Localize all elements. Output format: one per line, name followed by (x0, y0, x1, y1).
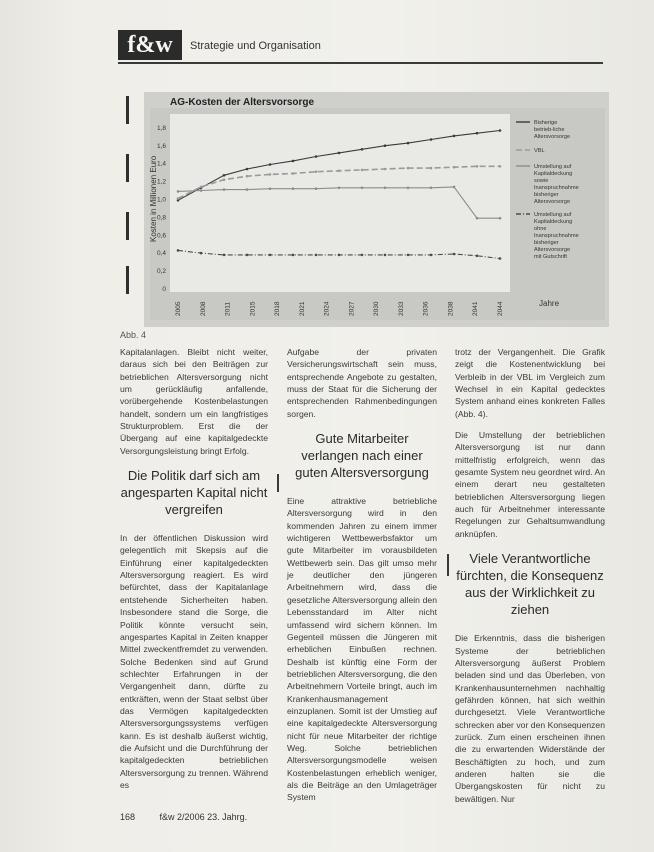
data-point (453, 135, 456, 138)
data-point (430, 167, 433, 170)
header-rule (118, 62, 603, 64)
x-tick-label: 2024 (323, 301, 331, 316)
y-tick-label: 0,6 (156, 232, 166, 240)
data-point (223, 174, 226, 177)
x-axis-label: Jahre (539, 299, 560, 308)
x-tick-label: 2038 (447, 301, 455, 316)
data-point (338, 170, 341, 173)
paragraph: Die Erkenntnis, dass die bisherigen Systeme der betrieblichen Altersversorgung äußerst Problem beladen sind und das Überleben, von Krankenhausunternehmen nachhaltig gefährden können, hat sich weithin durchgesetzt. Viele Verantwortliche schrecken aber vor den Konsequenzen zurück. Zum einen erscheinen ihnen die zu erwartenden Widerstände der Beschäftigten zu hoch, und zum anderen halten sie die Übergangskosten für nicht zu bewältigen. Nur (455, 633, 605, 804)
paragraph: Kapitalanlagen. Bleibt nicht weiter, daraus sich bei den Beiträgen zur betrieblichen Altersversorgung nicht um gerückläufig anfallende, vorübergehende Kostenbelastungen handelt, sondern um ein langfristiges Strukturproblem. Erst die der Übergang auf eine kapitalgedeckte Versorgungsleistung bringt Erfolg. (120, 347, 268, 456)
x-tick-label: 2015 (249, 301, 257, 316)
data-point (361, 148, 364, 151)
data-point (453, 166, 456, 169)
column-bar (447, 554, 449, 576)
data-point (407, 254, 410, 257)
data-point (246, 168, 249, 171)
x-tick-label: 2005 (175, 301, 182, 316)
legend-label: Bisherige betrieb-liche Altersvorsorge (534, 120, 571, 140)
data-point (476, 165, 479, 168)
text-column-1 (120, 346, 268, 800)
text-column-2 (287, 346, 437, 813)
data-point (384, 187, 387, 190)
paragraph: In der öffentlichen Diskussion wird gelegentlich mit Skepsis auf die Einführung einer kapitalgedeckten Altersversorgung reagiert. Es wird befürchtet, dass der Kapitalanlage entstehende Sicherheiten haben. Insbesondere stand die Sorge, die Politik könnte versucht sein, angespartes Kapital in Zeiten knapper Mittel zweckentfremdet zu verwenden. Solche Bedenken sind auf Grund schlechter Erfahrungen in der Vergangenheit dann, dürfte zu entkräften, wenn der Staat selbst über das Vermögen kapitalgedeckten Altersversorgungssystems verfügen kann. Es ist deshalb äußerst wichtig, die Aufsicht und die Durchführung der kapitalgedeckten betrieblichen Altersversorgung zu trennen. Während es (120, 533, 268, 790)
data-point (430, 254, 433, 257)
data-point (315, 155, 318, 158)
paragraph: Eine attraktive betriebliche Altersversorgung wird in den kommenden Jahren zu einem immer wichtigeren Wettbewerbsfaktor um gute Mitarbeiter im vorausbildeten Wettbewerb sein. Das gilt umso mehr je deutlicher den jüngeren Arbeitnehmern wird, dass die gesetzliche Altersversorgung allein den Lebensstandard im Alter nicht umfassend wird sichern können. Im Gegenteil müssen die Jüngeren mit erheblichen Einbußen rechnen. Deshalb ist künftig eine Form der betrieblichen Altersversorgung, die den Arbeitnehmern Vorteile bringt, auch im Krankenhausmanagement einzuplanen. Somit ist der Umstieg auf eine kapitalgedeckte Altersversorgung nicht für neue Mitarbeiter der richtige Weg. Solche betrieblichen Altersversorgungsmodelle weisen Kostenbelastungen erheblich weniger, als die Beiträge an den Umlageträger System (287, 496, 437, 803)
subheading: Viele Verantwortliche fürchten, die Konsequenz aus der Wirklichkeit zu ziehen (456, 551, 604, 618)
subheading: Gute Mitarbeiter verlangen nach einer guten Altersversorgung (295, 431, 429, 481)
x-tick-label: 2036 (422, 301, 430, 316)
data-point (315, 170, 318, 173)
data-point (338, 152, 341, 155)
paragraph: Die Umstellung der betrieblichen Altersversorgung ist nur dann mittelfristig erfolgreich, wenn das gesamte System neu geordnet wird. An einem derart neu gestalteten betrieblichen Altersversorgung liegen auch für Arbeitnehmer interessante Regelungen zur Gehaltsumwandlung anknüpfen. (455, 430, 605, 539)
data-point (315, 187, 318, 190)
data-point (269, 163, 272, 166)
data-point (315, 254, 318, 257)
data-point (200, 189, 203, 192)
text-column-3 (455, 346, 605, 814)
margin-mark (126, 212, 129, 240)
data-point (200, 252, 203, 255)
column-bar (277, 474, 279, 492)
data-point (338, 254, 341, 257)
data-point (384, 168, 387, 171)
data-point (292, 187, 295, 190)
cost-chart (144, 92, 609, 327)
data-point (361, 169, 364, 172)
data-point (177, 197, 180, 200)
x-tick-label: 2044 (497, 301, 504, 316)
margin-mark (126, 266, 129, 294)
y-tick-label: 0,8 (156, 214, 166, 222)
data-point (499, 165, 502, 168)
margin-mark (126, 96, 129, 124)
x-tick-label: 2011 (224, 302, 232, 316)
data-point (246, 254, 249, 257)
plot-area (170, 114, 510, 292)
data-point (269, 173, 272, 176)
x-tick-label: 2030 (373, 301, 381, 316)
data-point (246, 188, 249, 191)
issue-info: f&w 2/2006 23. Jahrg. (159, 812, 248, 822)
y-tick-label: 1,0 (156, 196, 166, 204)
data-point (292, 254, 295, 257)
data-point (223, 254, 226, 257)
x-tick-label: 2018 (274, 301, 282, 316)
section-title: Strategie und Organisation (190, 40, 321, 52)
x-tick-label: 2033 (397, 301, 405, 316)
data-point (384, 254, 387, 257)
figure-caption: Abb. 4 (120, 330, 147, 340)
subheading: Die Politik darf sich am angesparten Kapital nicht vergreifen (120, 468, 268, 518)
journal-logo: f&w (118, 30, 182, 60)
data-point (430, 187, 433, 190)
data-point (269, 254, 272, 257)
data-point (453, 253, 456, 256)
data-point (246, 175, 249, 178)
data-point (476, 132, 479, 135)
data-point (499, 129, 502, 132)
chart-title: AG-Kosten der Altersvorsorge (170, 97, 315, 108)
data-point (361, 187, 364, 190)
data-point (384, 144, 387, 147)
data-point (430, 138, 433, 141)
y-tick-label: 0 (162, 286, 166, 293)
x-tick-label: 2027 (348, 301, 356, 316)
page-number: 168 (120, 812, 136, 822)
x-tick-label: 2008 (199, 301, 207, 316)
legend-label: VBL (534, 148, 545, 154)
y-tick-label: 0,4 (156, 250, 166, 258)
data-point (361, 254, 364, 257)
data-point (476, 255, 479, 258)
y-tick-label: 1,4 (156, 160, 166, 168)
data-point (499, 257, 502, 260)
data-point (338, 187, 341, 190)
y-tick-label: 1,6 (156, 142, 166, 150)
data-point (223, 188, 226, 191)
chart-figure (144, 92, 609, 327)
data-point (200, 186, 203, 189)
legend-label: Umstellung auf Kapitaldeckung sowie Inanspruchnahme bisheriger Altersvorsorge (534, 164, 579, 205)
y-axis-label: Kosten in Millionen Euro (149, 155, 158, 242)
data-point (269, 187, 272, 190)
data-point (292, 160, 295, 163)
x-tick-label: 2021 (298, 301, 306, 316)
data-point (407, 167, 410, 170)
margin-mark (126, 154, 129, 182)
x-tick-label: 2041 (472, 301, 480, 316)
paragraph: Aufgabe der privaten Versicherungswirtschaft sein muss, entsprechende Angebote zu gestalten, muss der Staat für die Sicherung der entsprechenden Rahmenbedingungen sorgen. (287, 347, 437, 419)
y-tick-label: 1,2 (156, 178, 166, 186)
data-point (292, 172, 295, 175)
data-point (407, 142, 410, 145)
data-point (177, 190, 180, 193)
data-point (453, 186, 456, 189)
data-point (407, 187, 410, 190)
y-tick-label: 0,2 (156, 268, 166, 276)
data-point (476, 217, 479, 220)
data-point (499, 217, 502, 220)
legend-label: Umstellung auf Kapitaldeckung ohne Inanspruchnahme bisheriger Altersvorsorge mit Gutschrift (534, 212, 579, 260)
paragraph: trotz der Vergangenheit. Die Grafik zeigt die Kostenentwicklung bei Verbleib in der VBL im Vergleich zum Wechsel in ein Kapital gedecktes System anhand eines konkreten Falles (Abb. 4). (455, 347, 605, 419)
y-tick-label: 1,8 (156, 124, 166, 132)
data-point (177, 249, 180, 252)
page-footer (120, 812, 247, 822)
data-point (223, 178, 226, 181)
